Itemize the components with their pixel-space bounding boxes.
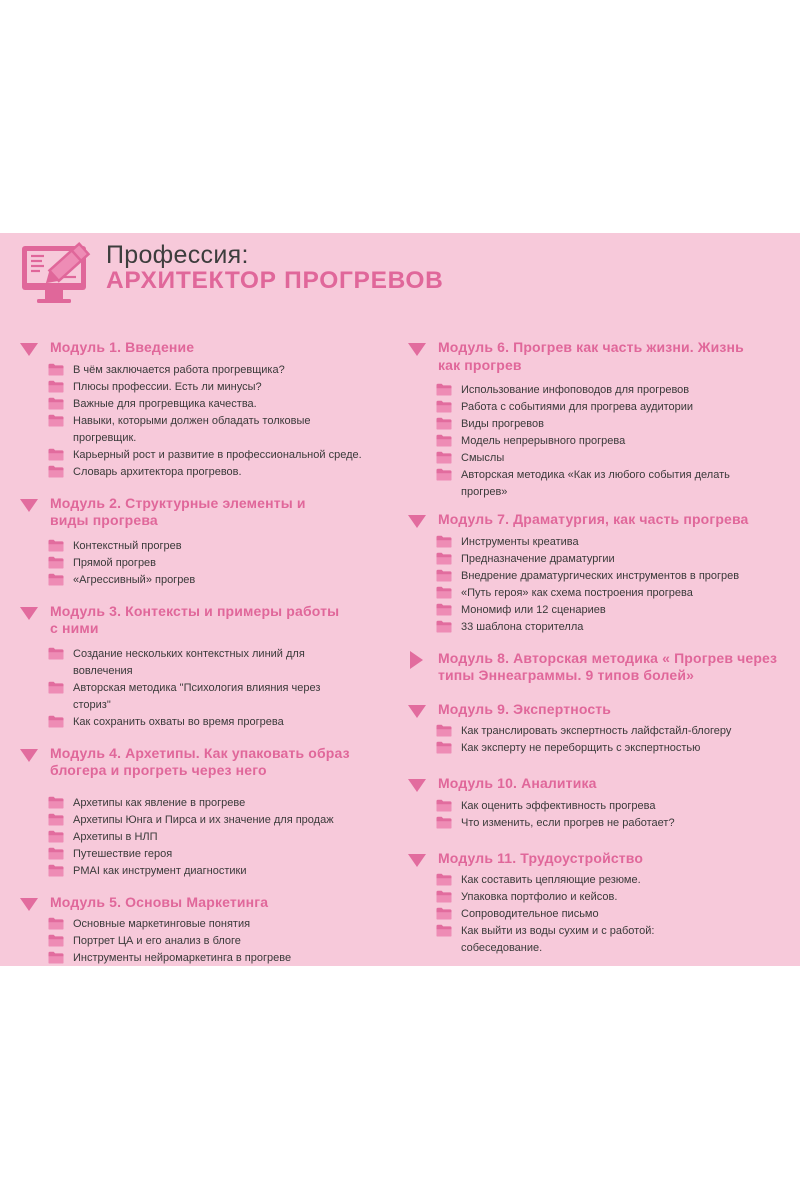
list-item [436,602,798,619]
list-item [48,646,390,680]
course-program-card [0,233,800,966]
folder-icon [48,934,64,947]
modules-column-right [406,339,798,957]
module-7 [406,511,798,636]
triangle-down-icon [20,898,38,911]
folder-icon [48,917,64,930]
triangle-down-icon [408,705,426,718]
list-item-text: Авторская методика «Как из любого события делать прогрев» [461,469,730,498]
list-item-text: В чём заключается работа прогревщика? [73,363,285,376]
list-item-text: Как транслировать экспертность лайфстайл-блогеру [461,725,732,737]
list-item [436,585,798,602]
folder-icon [436,400,452,413]
list-item [436,551,798,568]
monitor-pencil-icon [20,239,96,311]
module-1 [18,339,390,481]
list-item [48,413,390,447]
triangle-down-icon [20,499,38,512]
list-item-text: Создание нескольких контекстных линий для вовлечения [73,647,305,677]
list-item [436,798,798,815]
module-title: Модуль 5. Основы Маркетинга [50,893,269,910]
list-item-text: Архетипы как явление в прогреве [73,796,246,809]
list-item-text: 33 шаблона сторителла [461,620,584,633]
list-item [436,568,798,585]
profession-title: АРХИТЕКТОР ПРОГРЕВОВ [106,267,444,294]
list-item-text: Путешествие героя [73,847,173,860]
list-item [48,933,390,950]
folder-icon [436,620,452,633]
list-item-text: Навыки, которыми должен обладать толковые прогревщик. [73,414,311,444]
list-item-text: Предназначение драматургии [461,552,615,565]
module-title: Модуль 7. Драматургия, как часть прогрева [438,511,749,527]
folder-icon [436,799,452,812]
folder-icon [48,813,64,826]
folder-icon [436,907,452,920]
folder-icon [48,647,64,660]
list-item-text: Инструменты нейромаркетинга в прогреве [73,952,292,964]
list-item-text: Как выйти из воды сухим и с работой: собеседование. [461,925,655,954]
triangle-down-icon [408,779,426,792]
folder-icon [436,552,452,565]
module-title: Модуль 6. Прогрев как часть жизни. Жизнь как прогрев [438,339,744,373]
list-item-text: Как сохранить охваты во время прогрева [73,715,284,728]
module-title: Модуль 11. Трудоустройство [438,849,644,866]
folder-icon [436,383,452,396]
list-item-text: Важные для прогревщика качества. [73,397,257,410]
folder-icon [436,569,452,582]
list-item-text: Упаковка портфолио и кейсов. [461,891,618,903]
list-item [48,447,390,464]
list-item-text: Прямой прогрев [73,556,157,569]
list-item [436,416,798,433]
triangle-down-icon [20,749,38,762]
folder-icon [436,586,452,599]
list-item-text: Контекстный прогрев [73,539,182,552]
list-item [436,450,798,467]
list-item-text: Виды прогревов [461,418,544,430]
list-item-text: Как составить цепляющие резюме. [461,874,641,886]
triangle-down-icon [20,343,38,356]
triangle-down-icon [408,854,426,867]
list-item [436,889,798,906]
list-item-text: Работа с событиями для прогрева аудитории [461,401,694,413]
folder-icon [48,715,64,728]
list-item-text: Плюсы профессии. Есть ли минусы? [73,380,262,393]
list-item [48,396,390,413]
list-item [436,619,798,636]
list-item-text: Использование инфоповодов для прогревов [461,384,690,396]
module-8 [406,650,798,685]
list-item-text: Как эксперту не переборщить с экспертностью [461,742,701,754]
folder-icon [48,363,64,376]
list-item [48,795,390,812]
folder-icon [48,796,64,809]
list-item-text: Внедрение драматургических инструментов в прогрев [461,569,740,582]
profession-label: Профессия: [106,241,249,269]
list-item-text: Сопроводительное письмо [461,908,599,920]
modules-column-left [18,339,390,967]
list-item-text: Мономиф или 12 сценариев [461,603,606,616]
folder-icon [436,417,452,430]
module-title: Модуль 8. Авторская методика « Прогрев через типы Эннеаграммы. 9 типов болей» [438,649,778,683]
folder-icon [436,603,452,616]
list-item-text: PMAI как инструмент диагностики [73,864,247,877]
list-item [436,872,798,889]
list-item [48,950,390,967]
folder-icon [436,434,452,447]
triangle-down-icon [408,343,426,356]
folder-icon [48,448,64,461]
list-item [48,572,390,589]
triangle-down-icon [20,607,38,620]
list-item-text: «Путь героя» как схема построения прогрева [461,586,693,599]
folder-icon [48,573,64,586]
folder-icon [48,681,64,694]
list-item [48,916,390,933]
list-item-text: Как оценить эффективность прогрева [461,799,656,812]
list-item-text: Архетипы в НЛП [73,830,158,843]
list-item [48,464,390,481]
module-title: Модуль 2. Структурные элементы и виды прогрева [50,494,306,528]
list-item [436,399,798,416]
list-item-text: Карьерный рост и развитие в профессиональной среде. [73,448,362,461]
list-item [48,714,390,731]
module-10 [406,775,798,832]
folder-icon [48,951,64,964]
list-item [48,846,390,863]
list-item-text: Словарь архитектора прогревов. [73,465,242,478]
module-6 [406,339,798,501]
triangle-down-icon [408,515,426,528]
module-3 [18,603,390,731]
folder-icon [48,864,64,877]
folder-icon [48,465,64,478]
list-item [436,382,798,399]
list-item [436,923,798,957]
folder-icon [436,890,452,903]
list-item-text: Архетипы Юнга и Пирса и их значение для продаж [73,813,334,826]
list-item [48,829,390,846]
folder-icon [48,830,64,843]
folder-icon [436,816,452,829]
list-item [48,812,390,829]
list-item [48,362,390,379]
folder-icon [48,556,64,569]
module-title: Модуль 4. Архетипы. Как упаковать образ блогера и прогреть через него [50,744,350,778]
module-11 [406,850,798,958]
folder-icon [48,414,64,427]
folder-icon [48,539,64,552]
folder-icon [436,873,452,886]
list-item-text: Смыслы [461,452,505,464]
list-item [436,740,798,757]
list-item [436,467,798,501]
folder-icon [436,724,452,737]
list-item-text: Инструменты креатива [461,535,579,548]
list-item-text: Что изменить, если прогрев не работает? [461,816,675,829]
module-title: Модуль 1. Введение [50,339,195,355]
list-item-text: «Агрессивный» прогрев [73,573,196,586]
module-title: Модуль 3. Контексты и примеры работы с ними [50,602,340,636]
list-item [436,534,798,551]
list-item [48,379,390,396]
list-item [436,815,798,832]
list-item [48,863,390,880]
list-item [436,433,798,450]
folder-icon [436,451,452,464]
triangle-right-icon [410,651,423,669]
module-4 [18,745,390,880]
folder-icon [48,380,64,393]
list-item [48,680,390,714]
module-5 [18,894,390,968]
list-item [48,555,390,572]
list-item-text: Портрет ЦА и его анализ в блоге [73,935,241,947]
list-item-text: Основные маркетинговые понятия [73,918,251,930]
list-item-text: Модель непрерывного прогрева [461,435,626,447]
folder-icon [436,535,452,548]
module-title: Модуль 9. Экспертность [438,700,612,717]
folder-icon [48,847,64,860]
module-2 [18,495,390,589]
list-item-text: Авторская методика "Психология влияния через сториз" [73,681,321,711]
module-9 [406,701,798,758]
folder-icon [436,468,452,481]
folder-icon [436,924,452,937]
folder-icon [436,741,452,754]
folder-icon [48,397,64,410]
list-item [436,906,798,923]
list-item [436,723,798,740]
list-item [48,538,390,555]
module-title: Модуль 10. Аналитика [438,775,597,791]
